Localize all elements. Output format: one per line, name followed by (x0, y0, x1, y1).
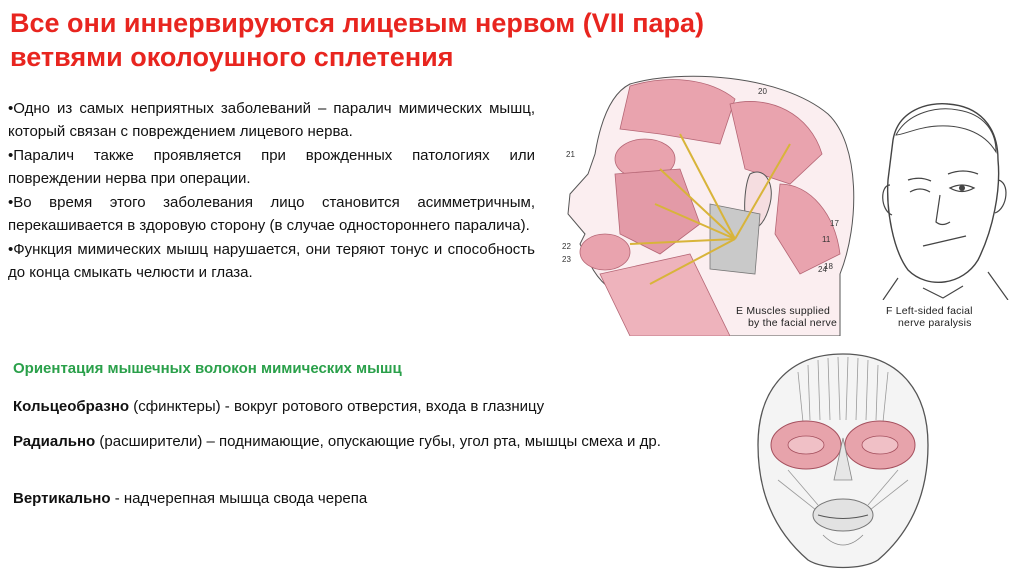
bullet-item: •Во время этого заболевания лицо становится асимметричным, перекашивается в здоровую сторону (в случае одностороннего паралича). (8, 194, 535, 234)
caption-line: nerve paralysis (898, 317, 972, 329)
bullet-item: •Функция мимических мышц нарушается, они теряют тонус и способность до конца смыкать челюсти и глаза. (8, 241, 535, 281)
figure-label: 21 (566, 150, 575, 159)
orientation-term: Вертикально (13, 490, 111, 507)
figure-label: 24 (818, 265, 827, 274)
facial-muscles-front-illustration (748, 350, 938, 572)
figure-label: 20 (758, 87, 767, 96)
orientation-item-vertical (13, 488, 718, 511)
bullet-item: •Паралич также проявляется при врожденных патологиях или повреждении нерва при операции. (8, 147, 535, 187)
caption-line: F Left-sided facial (886, 305, 973, 317)
bullet-list (8, 98, 535, 286)
facial-paralysis-illustration (868, 100, 1018, 300)
orientation-term: Радиально (13, 433, 96, 450)
orientation-item-radial (13, 431, 718, 454)
slide-title: Все они иннервируются лицевым нервом (VII пара) ветвями околоушного сплетения (10, 8, 705, 72)
orientation-text: (сфинктеры) - вокруг ротового отверстия, входа в глазницу (129, 398, 545, 415)
figure-label: 22 (562, 242, 571, 251)
facial-nerve-illustration (560, 74, 860, 336)
orientation-term: Кольцеобразно (13, 398, 130, 415)
bullet-item: •Одно из самых неприятных заболеваний – паралич мимических мышц, который связан с повреждением лицевого нерва. (8, 100, 535, 140)
orientation-text: - надчерепная мышца свода черепа (110, 490, 368, 507)
figure-label: 17 (830, 219, 839, 228)
section-heading: Ориентация мышечных волокон мимических мышц (13, 360, 402, 377)
caption-line: E Muscles supplied (736, 305, 831, 317)
figure-label: 18 (824, 262, 833, 271)
caption-line: by the facial nerve (748, 317, 838, 329)
figure-label: 11 (822, 235, 831, 244)
orientation-item-circular (13, 396, 718, 419)
figure-f-caption (886, 305, 1016, 329)
figure-label: 23 (562, 255, 571, 264)
orientation-text: (расширители) – поднимающие, опускающие губы, угол рта, мышцы смеха и др. (95, 433, 661, 450)
figure-e-caption (736, 305, 866, 329)
